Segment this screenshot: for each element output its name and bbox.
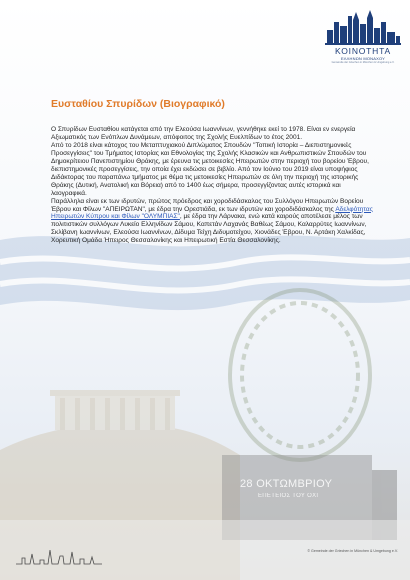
association-link[interactable]: Αδελφότητας Ηπειρωτών Κύπρου και Φίλων "ΟΛΥΜΠΙΑΣ" [51,205,373,221]
paragraph-associations [51,198,376,246]
biography-body [51,126,376,245]
paragraph-text: Παράλληλα είναι εκ των ιδρυτών, πρώτος πρόεδρος και χοροδιδάσκαλος του Συλλόγου Ηπειρωτών Βορείου Έβρου και Φίλων "ΑΠΕΙΡΩΤΑΝ", με έδρα την Ορεστιάδα, εκ των ιδρυτών και χοροδιδάσκαλος της [51,197,364,213]
paragraph-text: , με έδρα την Λάρνακα, ενώ κατά καιρούς αποτέλεσε μέλος των πολιτιστικών συλλόγων Λυκείο Ελληνίδων Σάμου, Καπετάν Λαχανάς Βαθέως Σάμου, Καλαρρύτες Ιωαννίνων, Σκλίβανη Ιωαννίνων, Ελεούσα Ιωαννίνων, Δίδυμα Τείχη Διδυμοτείχου, Χιονάδες Έβρου, Ν. Αρτάκη Χαλκίδας, Χορευτική Ομάδα Ήπειρος Θεσσαλονίκης και Ηπειρωτική Εστία Θεσσαλονίκης. [51,213,367,245]
community-logo[interactable] [320,8,406,70]
footer-skyline-icon [14,546,104,568]
greek-flag [0,236,410,311]
logo-name: ΚΟΙΝΟΤΗΤΑ [335,46,391,56]
footer-credit: © Gemeinde der Griechen in München & Umgebung e.V. [307,549,398,553]
logo-tagline: Gemeinde der Griechen in München & Umgebung e.V. [331,61,395,64]
monument-date-text: 28 ΟΚΤΩΜΒΡΙΟΥ [240,478,333,490]
logo-subtitle: ΕΛΛΗΝΩΝ ΜΟΝΑΧΟΥ [340,56,386,61]
paragraph-education: Από το 2018 είναι κάτοχος του Μεταπτυχιακού Διπλώματος Σπουδών "Τοπική Ιστορία – Διεπιστημονικές Προσεγγίσεις" του Τμήματος Ιστορίας και Εθνολογίας της Σχολής Κλασικών και Ανθρωπιστικών Σπουδών του Δημοκρίτειου Πανεπιστημίου Θράκης, με έρευνα τις μετοικεσίες Ηπειρωτών στην περιοχή του βορείου Έβρου, διεπιστημονικές προσεγγίσεις, την οποία έχει εκδώσει σε βιβλίο. Από τον Ιούνιο του 2019 είναι υποψήφιος Διδάκτορας του παραπάνω τμήματος με θέμα τις μετοικεσίες Ηπειρωτών σε όλη την περιοχή της ιστορικής Θράκης (Δυτική, Ανατολική και Βόρεια) από το 1400 έως σήμερα, προσεγγίζοντας αυτές ιστορικά και λαογραφικά. [51,141,369,197]
paragraph-intro: Ο Σπυρίδων Ευσταθίου κατάγεται από την Ελεούσα Ιωαννίνων, γεννήθηκε εκεί το 1978. Είναι εν ενεργεία Αξιωματικός των Ενόπλων Δυνάμεων, απόφοιτος της Σχολής Ευελπίδων το έτος 2001. [51,126,356,141]
page-title: Ευσταθίου Σπυρίδων (Βιογραφικό) [51,98,225,110]
monument-subtitle-text: ΕΠΕΤΕΙΟΣ ΤΟΥ ΟΧΙ [258,493,319,499]
skyline-icon [323,8,403,46]
